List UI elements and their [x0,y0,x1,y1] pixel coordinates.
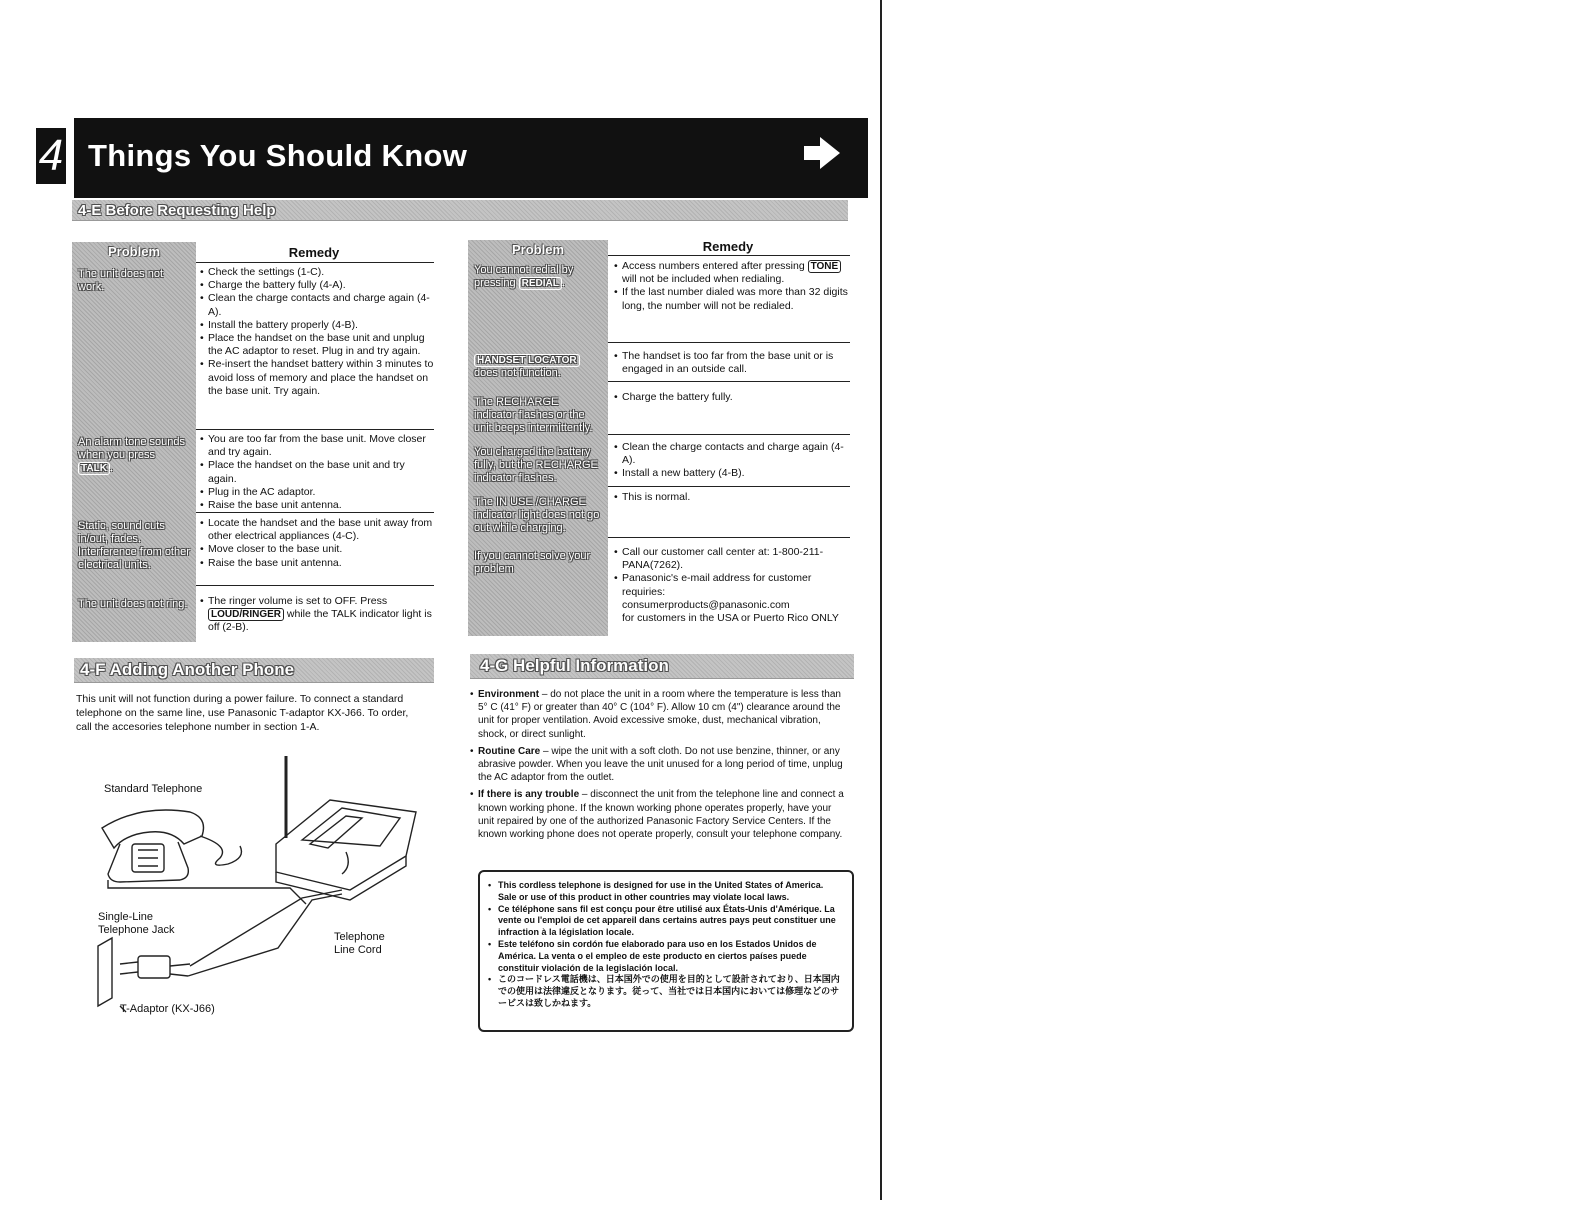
remedy-item: • If the last number dialed was more than 32 digits long, the number will not be redialed. [614,286,850,312]
cordless-base-unit-drawing [276,756,416,900]
remedy-item: • Place the handset on the base unit and try again. [200,459,434,485]
jack-label-line-2: Telephone Jack [98,924,175,936]
standard-telephone-drawing [102,810,242,882]
remedy-text: The ringer volume is set to OFF. Press [208,595,388,607]
remedy-cell [614,546,850,625]
remedy-cell [200,433,434,512]
remedy-item: • Check the settings (1-C). [200,266,434,279]
problem-cell: The RECHARGE indicator flashes or the unit beeps intermittently. [474,396,593,434]
remedy-cell [614,441,850,481]
remedy-cell [200,517,434,570]
remedy-item: • You are too far from the base unit. Move closer and try again. [200,433,434,459]
remedy-item: • Plug in the AC adaptor. [200,486,434,499]
helpful-item-term: Routine Care [478,745,541,757]
problem-cell: The unit does not work. [78,268,164,293]
t-adaptor-label: T-Adaptor (KX-J66) [120,1003,215,1015]
email-address: consumerproducts@panasonic.com [622,598,790,611]
section-f-title: 4-F Adding Another Phone [80,660,295,679]
standard-telephone-label: Standard Telephone [104,783,203,795]
problem-text: . [109,462,113,474]
remedy-text: • Panasonic's e-mail address for customer requiries: [622,572,812,598]
remedy-item [614,260,850,286]
remedy-text: Access numbers entered after pressing [622,260,808,272]
legal-notice-box [478,870,854,1032]
left-remedy-header: Remedy [288,245,340,260]
remedy-item: • Place the handset on the base unit and unplug the AC adaptor to reset. Plug in and try again. [200,332,434,358]
helpful-item [470,745,850,785]
remedy-text: for customers in the USA or Puerto Rico ONLY [622,612,839,625]
table-rule [196,512,434,513]
remedy-item: • This is normal. [614,491,850,504]
remedy-item: • Clean the charge contacts and charge again (4-A). [614,441,850,467]
problem-cell: If you cannot solve your problem [474,550,591,575]
section-f-text: This unit will not function during a power failure. To connect a standard telephone on the same line, use Panasonic T-adaptor KX-J66. To order, call the accesories telephone number in section 1-A. [76,693,409,733]
remedy-item: • Re-insert the handset battery within 3 minutes to avoid loss of memory and place the handset on the base unit. Try again. [200,358,434,398]
helpful-item-text: – wipe the unit with a soft cloth. Do not use benzine, thinner, or any abrasive powder. When you leave the unit unused for a long period of time, unplug the AC adaptor from the outlet. [478,745,843,784]
right-remedy-header: Remedy [702,239,754,254]
table-rule [608,255,850,256]
table-rule [196,585,434,586]
notice-item-spanish: • Este teléfono sin cordón fue elaborado para uso en los Estados Unidos de América. La venta o el empleo de este producto en ciertos países puede constituir violación de la legislación local. [488,939,844,974]
page-divider-line [880,0,882,1200]
chapter-number: 4 [36,128,66,184]
remedy-cell [200,266,434,398]
remedy-text: will not be included when redialing. [622,273,785,286]
page-title: Things You Should Know [88,138,468,173]
arrow-right-icon [802,136,842,170]
remedy-item: • Move closer to the base unit. [200,543,434,556]
problem-cell: Static, sound cuts in/out, fades. Interference from other electrical units. [78,520,190,571]
problem-cell: The unit does not ring. [78,598,188,610]
problem-text: You cannot redial by pressing [474,264,574,289]
table-rule [608,486,850,487]
problem-text: does not function. [474,367,561,379]
table-rule [608,342,850,343]
helpful-item [470,688,850,741]
remedy-cell [200,595,434,635]
table-rule [608,537,850,538]
remedy-cell [614,350,850,376]
notice-item-french: • Ce téléphone sans fil est conçu pour être utilisé aux États-Unis d'Amérique. La vente ou l'emploi de cet appareil dans certains autres pays peut constituer une infraction à la législation locale. [488,904,844,939]
problem-text: An alarm tone sounds when you press [78,436,186,461]
problem-cell: You charged the battery fully, but the RECHARGE indicator flashes. [474,446,598,484]
table-rule [608,434,850,435]
helpful-item-term: Environment [478,689,540,700]
helpful-item-text: – do not place the unit in a room where the temperature is less than 5° C (41° F) or greater than 40° C (104° F). Allow 10 cm (4") clearance around the unit for proper ventilation. Avoid excessive smoke, dust, mechanical vibration, shock, or direct sunlight. [478,689,841,740]
tone-key: TONE [808,260,842,273]
remedy-cell [614,491,850,504]
remedy-item: • Raise the base unit antenna. [200,499,434,512]
remedy-item: • Locate the handset and the base unit away from other electrical appliances (4-C). [200,517,434,543]
problem-cell: The IN USE /CHARGE indicator light does not go out while charging. [474,496,600,534]
problem-cell [468,350,608,384]
redial-key: REDIAL [519,277,562,290]
wall-jack-drawing [98,938,190,1006]
section-g-title: 4-G Helpful Information [480,656,669,675]
cord-label-line-1: Telephone [334,931,385,943]
section-e-title: 4-E Before Requesting Help [78,202,276,219]
helpful-item-term: If there is any trouble [478,789,580,801]
loud-ringer-key: LOUD/RINGER [208,608,284,621]
remedy-item [614,572,850,625]
problem-cell [468,260,608,294]
notice-item-japanese: • このコードレス電話機は、日本国外での使用を目的として設計されており、日本国内での使用は法律違反となります。従って、当社では日本国内においては修理などのサービスは致しかねます。 [488,974,844,1009]
remedy-item: • Call our customer call center at: 1-800-211-PANA(7262). [614,546,850,572]
remedy-item: • The handset is too far from the base unit or is engaged in an outside call. [614,350,850,376]
remedy-item: • Install a new battery (4-B). [614,467,850,480]
right-problem-header: Problem [511,242,564,257]
table-rule [196,262,434,263]
cord-label-line-2: Line Cord [334,944,382,956]
remedy-item: • Install the battery properly (4-B). [200,319,434,332]
jack-label-line-1: Single-Line [98,911,154,923]
remedy-item [200,595,434,635]
remedy-text: while the TALK indicator light is off (2-B). [208,608,432,634]
problem-cell [72,432,196,479]
left-problem-header: Problem [107,244,160,259]
helpful-item-text: – disconnect the unit from the telephone line and connect a known working phone. If the known working phone operates properly, have your unit repaired by one of the authorized Panasonic Factory Service Centers. If the known working phone does not operate properly, consult your telephone company. [478,789,844,841]
problem-text: . [561,277,565,289]
remedy-cell [614,260,850,313]
table-rule [608,381,850,382]
table-rule [196,429,434,430]
talk-key: TALK [78,462,110,475]
handset-locator-key: HANDSET LOCATOR [474,354,580,367]
helpful-info-list [470,688,850,845]
remedy-item: • Raise the base unit antenna. [200,557,434,570]
remedy-item: • Clean the charge contacts and charge again (4-A). [200,292,434,318]
notice-item-english: • This cordless telephone is designed for use in the United States of America. Sale or use of this product in other countries may violate local laws. [488,880,844,904]
remedy-item: • Charge the battery fully (4-A). [200,279,434,292]
helpful-item [470,788,850,841]
line-cord [188,894,342,976]
remedy-item: • Charge the battery fully. [614,391,850,404]
remedy-cell [614,391,850,404]
